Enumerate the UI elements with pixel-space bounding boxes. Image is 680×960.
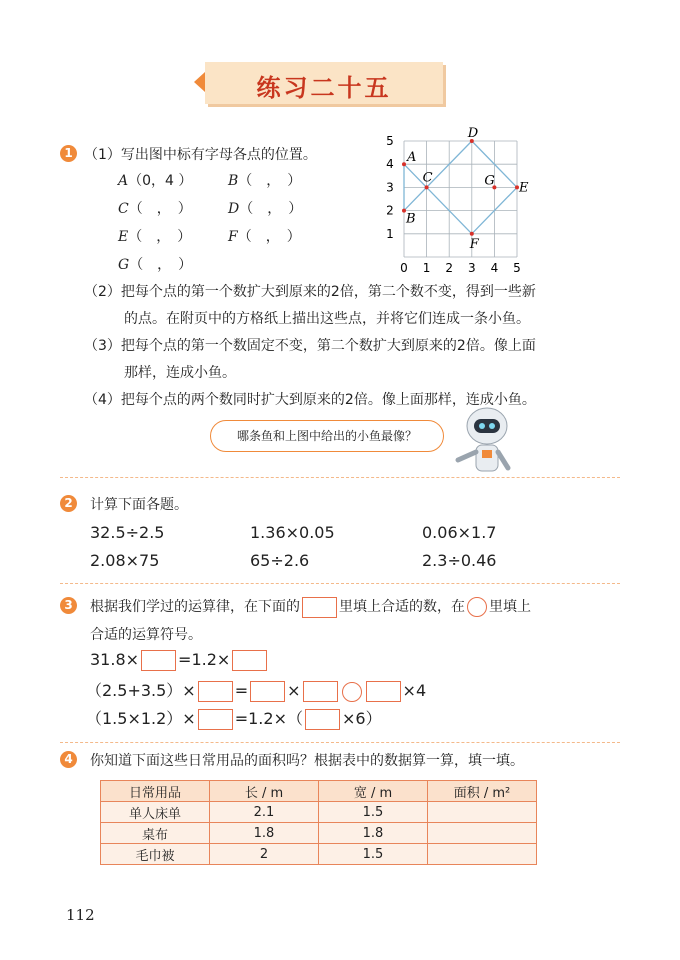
point-label: B bbox=[406, 211, 416, 227]
equation-3 bbox=[86, 706, 382, 730]
point-coords: （ ， ） bbox=[128, 229, 192, 245]
answer-box[interactable] bbox=[305, 709, 340, 730]
point-letter: C bbox=[118, 201, 129, 217]
area-answer-cell[interactable] bbox=[428, 802, 537, 823]
speech-bubble: 哪条鱼和上图中给出的小鱼最像？ bbox=[210, 420, 444, 452]
eq-text: 31.8× bbox=[90, 650, 140, 669]
area-answer-cell[interactable] bbox=[428, 823, 537, 844]
page-number: 112 bbox=[66, 906, 95, 924]
eq-text: = bbox=[234, 681, 249, 700]
header-length: 长 / m bbox=[210, 781, 319, 802]
eq-text: ×6） bbox=[341, 709, 382, 728]
point-letter: G bbox=[118, 257, 130, 273]
equation-1 bbox=[90, 650, 269, 671]
cell: 1.5 bbox=[319, 844, 428, 865]
q1-part2-line2: 的点。在附页中的方格纸上描出这些点，并将它们连成一条小鱼。 bbox=[124, 311, 530, 327]
equation-2 bbox=[86, 678, 426, 702]
q1-part3-line1: （3）把每个点的第一个数固定不变，第二个数扩大到原来的2倍。像上面 bbox=[84, 338, 536, 354]
q4-prompt: 你知道下面这些日常用品的面积吗？根据表中的数据算一算，填一填。 bbox=[90, 753, 524, 769]
x-tick-label: 5 bbox=[513, 261, 521, 275]
point-c bbox=[425, 185, 429, 189]
x-tick-label: 1 bbox=[422, 261, 431, 275]
point-answer-g[interactable] bbox=[118, 254, 192, 274]
header-item: 日常用品 bbox=[101, 781, 210, 802]
point-coords: （0，4 ） bbox=[128, 173, 193, 189]
point-coords: （ ， ） bbox=[239, 201, 303, 217]
q2-prompt: 计算下面各题。 bbox=[90, 497, 188, 513]
calc-item: 32.5÷2.5 bbox=[90, 523, 165, 542]
calc-item: 65÷2.6 bbox=[250, 551, 310, 570]
answer-box-sample bbox=[302, 597, 337, 618]
table-row bbox=[101, 823, 537, 844]
answer-box[interactable] bbox=[232, 650, 267, 671]
header-width: 宽 / m bbox=[319, 781, 428, 802]
q3-text: 根据我们学过的运算律，在下面的 bbox=[90, 599, 300, 615]
point-letter: A bbox=[118, 173, 129, 189]
cell: 单人床单 bbox=[101, 802, 210, 823]
point-label: E bbox=[519, 180, 529, 196]
point-answer-d[interactable] bbox=[228, 198, 302, 218]
eq-text: × bbox=[287, 681, 301, 700]
y-tick-label: 1 bbox=[386, 226, 394, 241]
calc-item: 1.36×0.05 bbox=[250, 523, 335, 542]
point-letter: E bbox=[118, 229, 129, 245]
point-answer-a[interactable] bbox=[118, 170, 192, 190]
divider bbox=[60, 477, 620, 478]
question-number-3: 3 bbox=[60, 597, 77, 614]
point-label: A bbox=[407, 150, 417, 166]
point-a bbox=[402, 162, 406, 166]
q1-part1: （1）写出图中标有字母各点的位置。 bbox=[84, 147, 317, 163]
point-answer-e[interactable] bbox=[118, 226, 191, 246]
answer-box[interactable] bbox=[303, 681, 338, 702]
point-letter: D bbox=[228, 201, 240, 217]
divider bbox=[60, 742, 620, 743]
page-title: 练习二十五 bbox=[256, 73, 392, 102]
divider bbox=[60, 583, 620, 584]
cell: 毛巾被 bbox=[101, 844, 210, 865]
header-area: 面积 / m² bbox=[428, 781, 537, 802]
area-answer-cell[interactable] bbox=[428, 844, 537, 865]
cell: 2 bbox=[210, 844, 319, 865]
calc-item: 2.08×75 bbox=[90, 551, 160, 570]
question-number-2: 2 bbox=[60, 495, 77, 512]
point-letter: F bbox=[228, 229, 238, 245]
cell: 1.8 bbox=[210, 823, 319, 844]
point-letter: B bbox=[228, 173, 239, 189]
answer-box[interactable] bbox=[250, 681, 285, 702]
cell: 1.5 bbox=[319, 802, 428, 823]
x-tick-label: 3 bbox=[467, 261, 476, 275]
q1-part2-line1: （2）把每个点的第一个数扩大到原来的2倍，第二个数不变，得到一些新 bbox=[84, 284, 536, 300]
point-answer-c[interactable] bbox=[118, 198, 192, 218]
x-tick-label: 2 bbox=[445, 261, 454, 275]
y-tick-label: 3 bbox=[386, 180, 394, 195]
answer-box[interactable] bbox=[198, 709, 233, 730]
calc-item: 0.06×1.7 bbox=[422, 523, 497, 542]
point-label: C bbox=[422, 170, 433, 186]
question-number-4: 4 bbox=[60, 751, 77, 768]
q3-prompt-line2: 合适的运算符号。 bbox=[90, 627, 202, 643]
point-label: D bbox=[467, 126, 479, 141]
eq-text: （2.5+3.5）× bbox=[86, 681, 196, 700]
q3-text: 里填上合适的数，在 bbox=[339, 599, 465, 615]
point-coords: （ ， ） bbox=[238, 173, 302, 189]
point-label: G bbox=[484, 173, 495, 189]
calc-item: 2.3÷0.46 bbox=[422, 551, 497, 570]
point-coords: （ ， ） bbox=[129, 257, 193, 273]
x-tick-label: 0 bbox=[400, 261, 408, 275]
table-row bbox=[101, 802, 537, 823]
q3-prompt-line1 bbox=[90, 596, 531, 618]
q1-part3-line2: 那样，连成小鱼。 bbox=[124, 365, 236, 381]
y-tick-label: 4 bbox=[386, 157, 394, 172]
cell: 桌布 bbox=[101, 823, 210, 844]
point-label: F bbox=[469, 236, 479, 252]
y-tick-label: 2 bbox=[386, 203, 394, 218]
coordinate-grid bbox=[380, 125, 540, 275]
question-number-1: 1 bbox=[60, 145, 77, 162]
point-coords: （ ， ） bbox=[128, 201, 192, 217]
q1-part4: （4）把每个点的两个数同时扩大到原来的2倍。像上面那样，连成小鱼。 bbox=[84, 392, 536, 408]
title-banner bbox=[205, 62, 443, 104]
answer-circle-sample bbox=[467, 597, 487, 617]
cell: 1.8 bbox=[319, 823, 428, 844]
x-tick-label: 4 bbox=[490, 261, 499, 275]
eq-text: =1.2× bbox=[178, 650, 231, 669]
table-row bbox=[101, 844, 537, 865]
answer-box[interactable] bbox=[141, 650, 176, 671]
eq-text: （1.5×1.2）× bbox=[86, 709, 196, 728]
robot-icon bbox=[452, 402, 522, 482]
area-table bbox=[100, 780, 537, 865]
answer-box[interactable] bbox=[366, 681, 401, 702]
point-answer-b[interactable] bbox=[228, 170, 301, 190]
banner-arrow-icon bbox=[194, 72, 205, 92]
eq-text: =1.2×（ bbox=[234, 709, 303, 728]
point-answer-f[interactable] bbox=[228, 226, 301, 246]
q3-text: 里填上 bbox=[489, 599, 531, 615]
answer-circle[interactable] bbox=[342, 682, 362, 702]
cell: 2.1 bbox=[210, 802, 319, 823]
y-tick-label: 5 bbox=[386, 134, 394, 148]
point-f bbox=[470, 232, 474, 236]
point-coords: （ ， ） bbox=[237, 229, 301, 245]
eq-text: ×4 bbox=[402, 681, 427, 700]
answer-box[interactable] bbox=[198, 681, 233, 702]
